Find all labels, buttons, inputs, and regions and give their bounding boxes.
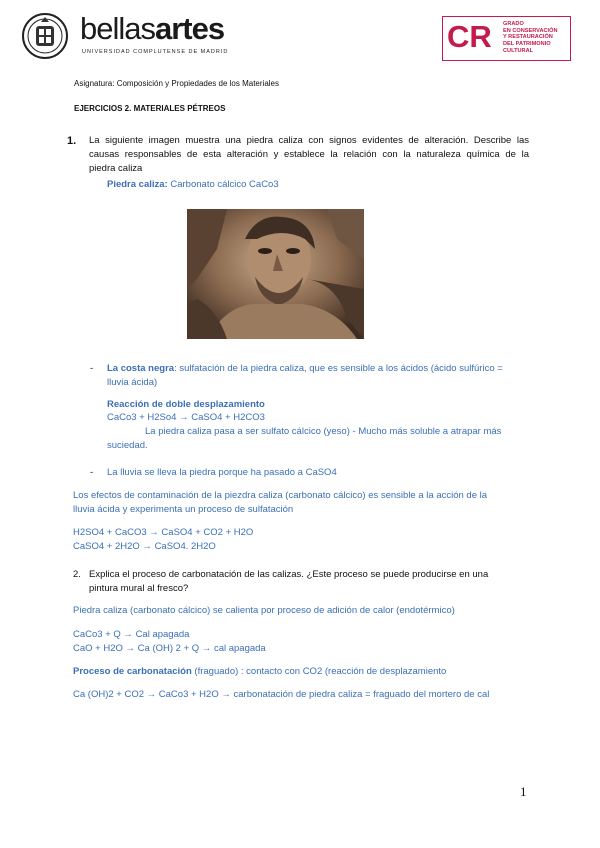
cr-logo-caption: GRADO EN CONSERVACIÓN Y RESTAURACIÓN DEL PATRIMONIO CULTURAL <box>503 21 558 54</box>
reaccion-equation: CaCo3 + H2So4 → CaSO4 + H2CO3 <box>107 412 265 423</box>
equation-2: CaSO4 + 2H2O → CaSO4. 2H2O <box>73 541 216 552</box>
costa-bullet: - <box>90 363 94 374</box>
cal-equation-2: CaO + H2O → Ca (OH) 2 + Q → cal apagada <box>73 643 266 654</box>
costa-negra-line-2: lluvia ácida) <box>107 377 158 388</box>
question-2-line-2: pintura mural al fresco? <box>89 583 189 594</box>
piedra-caliza-line: Piedra caliza: Carbonato cálcico CaCo3 <box>107 179 279 190</box>
university-line: UNIVERSIDAD COMPLUTENSE DE MADRID <box>82 49 229 55</box>
efectos-line-2: lluvia ácida y experimenta un proceso de sulfatación <box>73 504 294 515</box>
question-1-line-1: La siguiente imagen muestra una piedra caliza con signos evidentes de alteración. Describe las <box>89 135 529 146</box>
question-1-line-2: causas responsables de esta alteración y establece la relación con la naturaleza química de la <box>89 149 529 160</box>
limestone-sculpture-image <box>187 209 364 339</box>
bellasartes-logo: bellasartes <box>80 11 225 46</box>
calor-line: Piedra caliza (carbonato cálcico) se calienta por proceso de adición de calor (endotérmico) <box>73 605 455 616</box>
cr-logo-letters: CR <box>447 19 492 54</box>
question-2-line-1: Explica el proceso de carbonatación de las calizas. ¿Este proceso se puede producirse en una <box>89 569 489 580</box>
efectos-line-1: Los efectos de contaminación de la piezdra caliza (carbonato cálcico) es sensible a la acción de la <box>73 490 488 501</box>
costa-negra-line-1: La costa negra: sulfatación de la piedra caliza, que es sensible a los ácidos (ácido sulfúrico = <box>107 363 503 374</box>
reaccion-note-line-2: suciedad. <box>107 440 148 451</box>
question-2-number: 2. <box>73 569 81 580</box>
exercise-title: EJERCICIOS 2. MATERIALES PÉTREOS <box>74 104 226 113</box>
reaccion-title: Reacción de doble desplazamiento <box>107 399 265 410</box>
university-seal-icon <box>22 10 68 62</box>
carbonatacion-line: Proceso de carbonatación (fraguado) : contacto con CO2 (reacción de desplazamiento <box>73 666 447 677</box>
reaccion-note-line-1: La piedra caliza pasa a ser sulfato cálcico (yeso) - Mucho más soluble a atrapar más <box>145 426 502 437</box>
equation-1: H2SO4 + CaCO3 → CaSO4 + CO2 + H2O <box>73 527 254 538</box>
final-equation: Ca (OH)2 + CO2 → CaCo3 + H2O → carbonatación de piedra caliza = fraguado del mortero de cal <box>73 689 490 700</box>
question-1-number: 1. <box>67 135 77 147</box>
question-1-line-3: piedra caliza <box>89 163 143 174</box>
subject-line: Asignatura: Composición y Propiedades de los Materiales <box>74 79 279 88</box>
cal-equation-1: CaCo3 + Q → Cal apagada <box>73 629 190 640</box>
page-number: 1 <box>520 784 527 799</box>
lluvia-bullet: - <box>90 467 94 478</box>
lluvia-line: La lluvia se lleva la piedra porque ha pasado a CaSO4 <box>107 467 337 478</box>
